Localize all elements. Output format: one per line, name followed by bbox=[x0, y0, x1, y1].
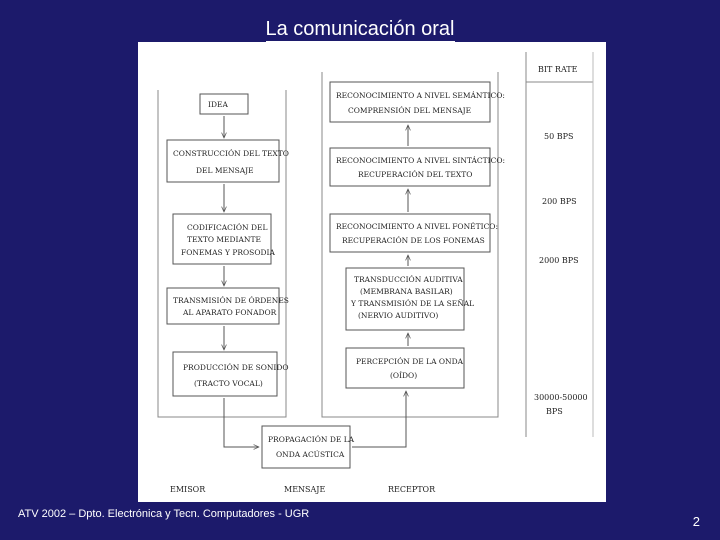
box-produccion-line1: PRODUCCIÓN DE SONIDO bbox=[183, 363, 289, 372]
box-fonetico-line1: RECONOCIMIENTO A NIVEL FONÉTICO: bbox=[336, 222, 498, 231]
box-fonetico-line2: RECUPERACIÓN DE LOS FONEMAS bbox=[342, 236, 485, 245]
box-transduccion-line1: TRANSDUCCIÓN AUDITIVA bbox=[354, 275, 463, 284]
bitrate-30000-50000: 30000-50000 bbox=[534, 393, 588, 402]
box-construccion-line1: CONSTRUCCIÓN DEL TEXTO bbox=[173, 149, 289, 158]
box-codificacion-line1: CODIFICACIÓN DEL bbox=[187, 223, 268, 232]
box-transmision bbox=[167, 288, 279, 324]
bitrate-header: BIT RATE bbox=[538, 65, 578, 74]
box-transmision-line2: AL APARATO FONADOR bbox=[183, 308, 277, 317]
box-construccion-line2: DEL MENSAJE bbox=[196, 166, 254, 175]
box-sintactico bbox=[330, 148, 490, 186]
box-codificacion-line3: FONEMAS Y PROSODIA bbox=[181, 248, 275, 257]
box-transduccion-line2: (MEMBRANA BASILAR) bbox=[360, 287, 453, 296]
box-propagacion-line1: PROPAGACIÓN DE LA bbox=[268, 435, 355, 444]
box-idea-text: IDEA bbox=[208, 100, 228, 109]
label-emisor: EMISOR bbox=[170, 485, 206, 494]
box-percepcion bbox=[346, 348, 464, 388]
label-receptor: RECEPTOR bbox=[388, 485, 436, 494]
diagram-svg bbox=[138, 42, 606, 502]
bitrate-50: 50 BPS bbox=[544, 132, 574, 141]
box-semantico-line1: RECONOCIMIENTO A NIVEL SEMÁNTICO: bbox=[336, 91, 505, 100]
box-percepcion-line1: PERCEPCIÓN DE LA ONDA bbox=[356, 357, 464, 366]
box-propagacion bbox=[262, 426, 350, 468]
box-codificacion-line2: TEXTO MEDIANTE bbox=[187, 235, 261, 244]
box-semantico-line2: COMPRENSIÓN DEL MENSAJE bbox=[348, 106, 472, 115]
box-produccion-line2: (TRACTO VOCAL) bbox=[194, 379, 263, 388]
box-transmision-line1: TRANSMISIÓN DE ÓRDENES bbox=[173, 296, 289, 305]
arrow-propagacion-percepcion bbox=[352, 391, 406, 447]
label-mensaje: MENSAJE bbox=[284, 485, 326, 494]
box-transduccion-line4: (NERVIO AUDITIVO) bbox=[358, 311, 439, 320]
slide-footer: ATV 2002 – Dpto. Electrónica y Tecn. Computadores - UGR bbox=[18, 508, 310, 520]
box-sintactico-line1: RECONOCIMIENTO A NIVEL SINTÁCTICO: bbox=[336, 156, 506, 165]
box-fonetico bbox=[330, 214, 490, 252]
box-propagacion-line2: ONDA ACÚSTICA bbox=[276, 450, 345, 459]
box-produccion bbox=[173, 352, 277, 396]
bitrate-2000: 2000 BPS bbox=[539, 256, 579, 265]
box-percepcion-line2: (OÍDO) bbox=[390, 371, 418, 380]
bitrate-bps: BPS bbox=[546, 407, 563, 416]
page-number: 2 bbox=[692, 514, 700, 529]
arrow-produccion-propagacion bbox=[224, 398, 259, 447]
bitrate-200: 200 BPS bbox=[542, 197, 577, 206]
box-sintactico-line2: RECUPERACIÓN DEL TEXTO bbox=[358, 170, 473, 179]
box-construccion bbox=[167, 140, 279, 182]
box-semantico bbox=[330, 82, 490, 122]
communication-diagram bbox=[138, 42, 606, 502]
box-transduccion-line3: Y TRANSMISIÓN DE LA SEÑAL bbox=[351, 299, 475, 308]
slide-title: La comunicación oral bbox=[265, 18, 455, 40]
